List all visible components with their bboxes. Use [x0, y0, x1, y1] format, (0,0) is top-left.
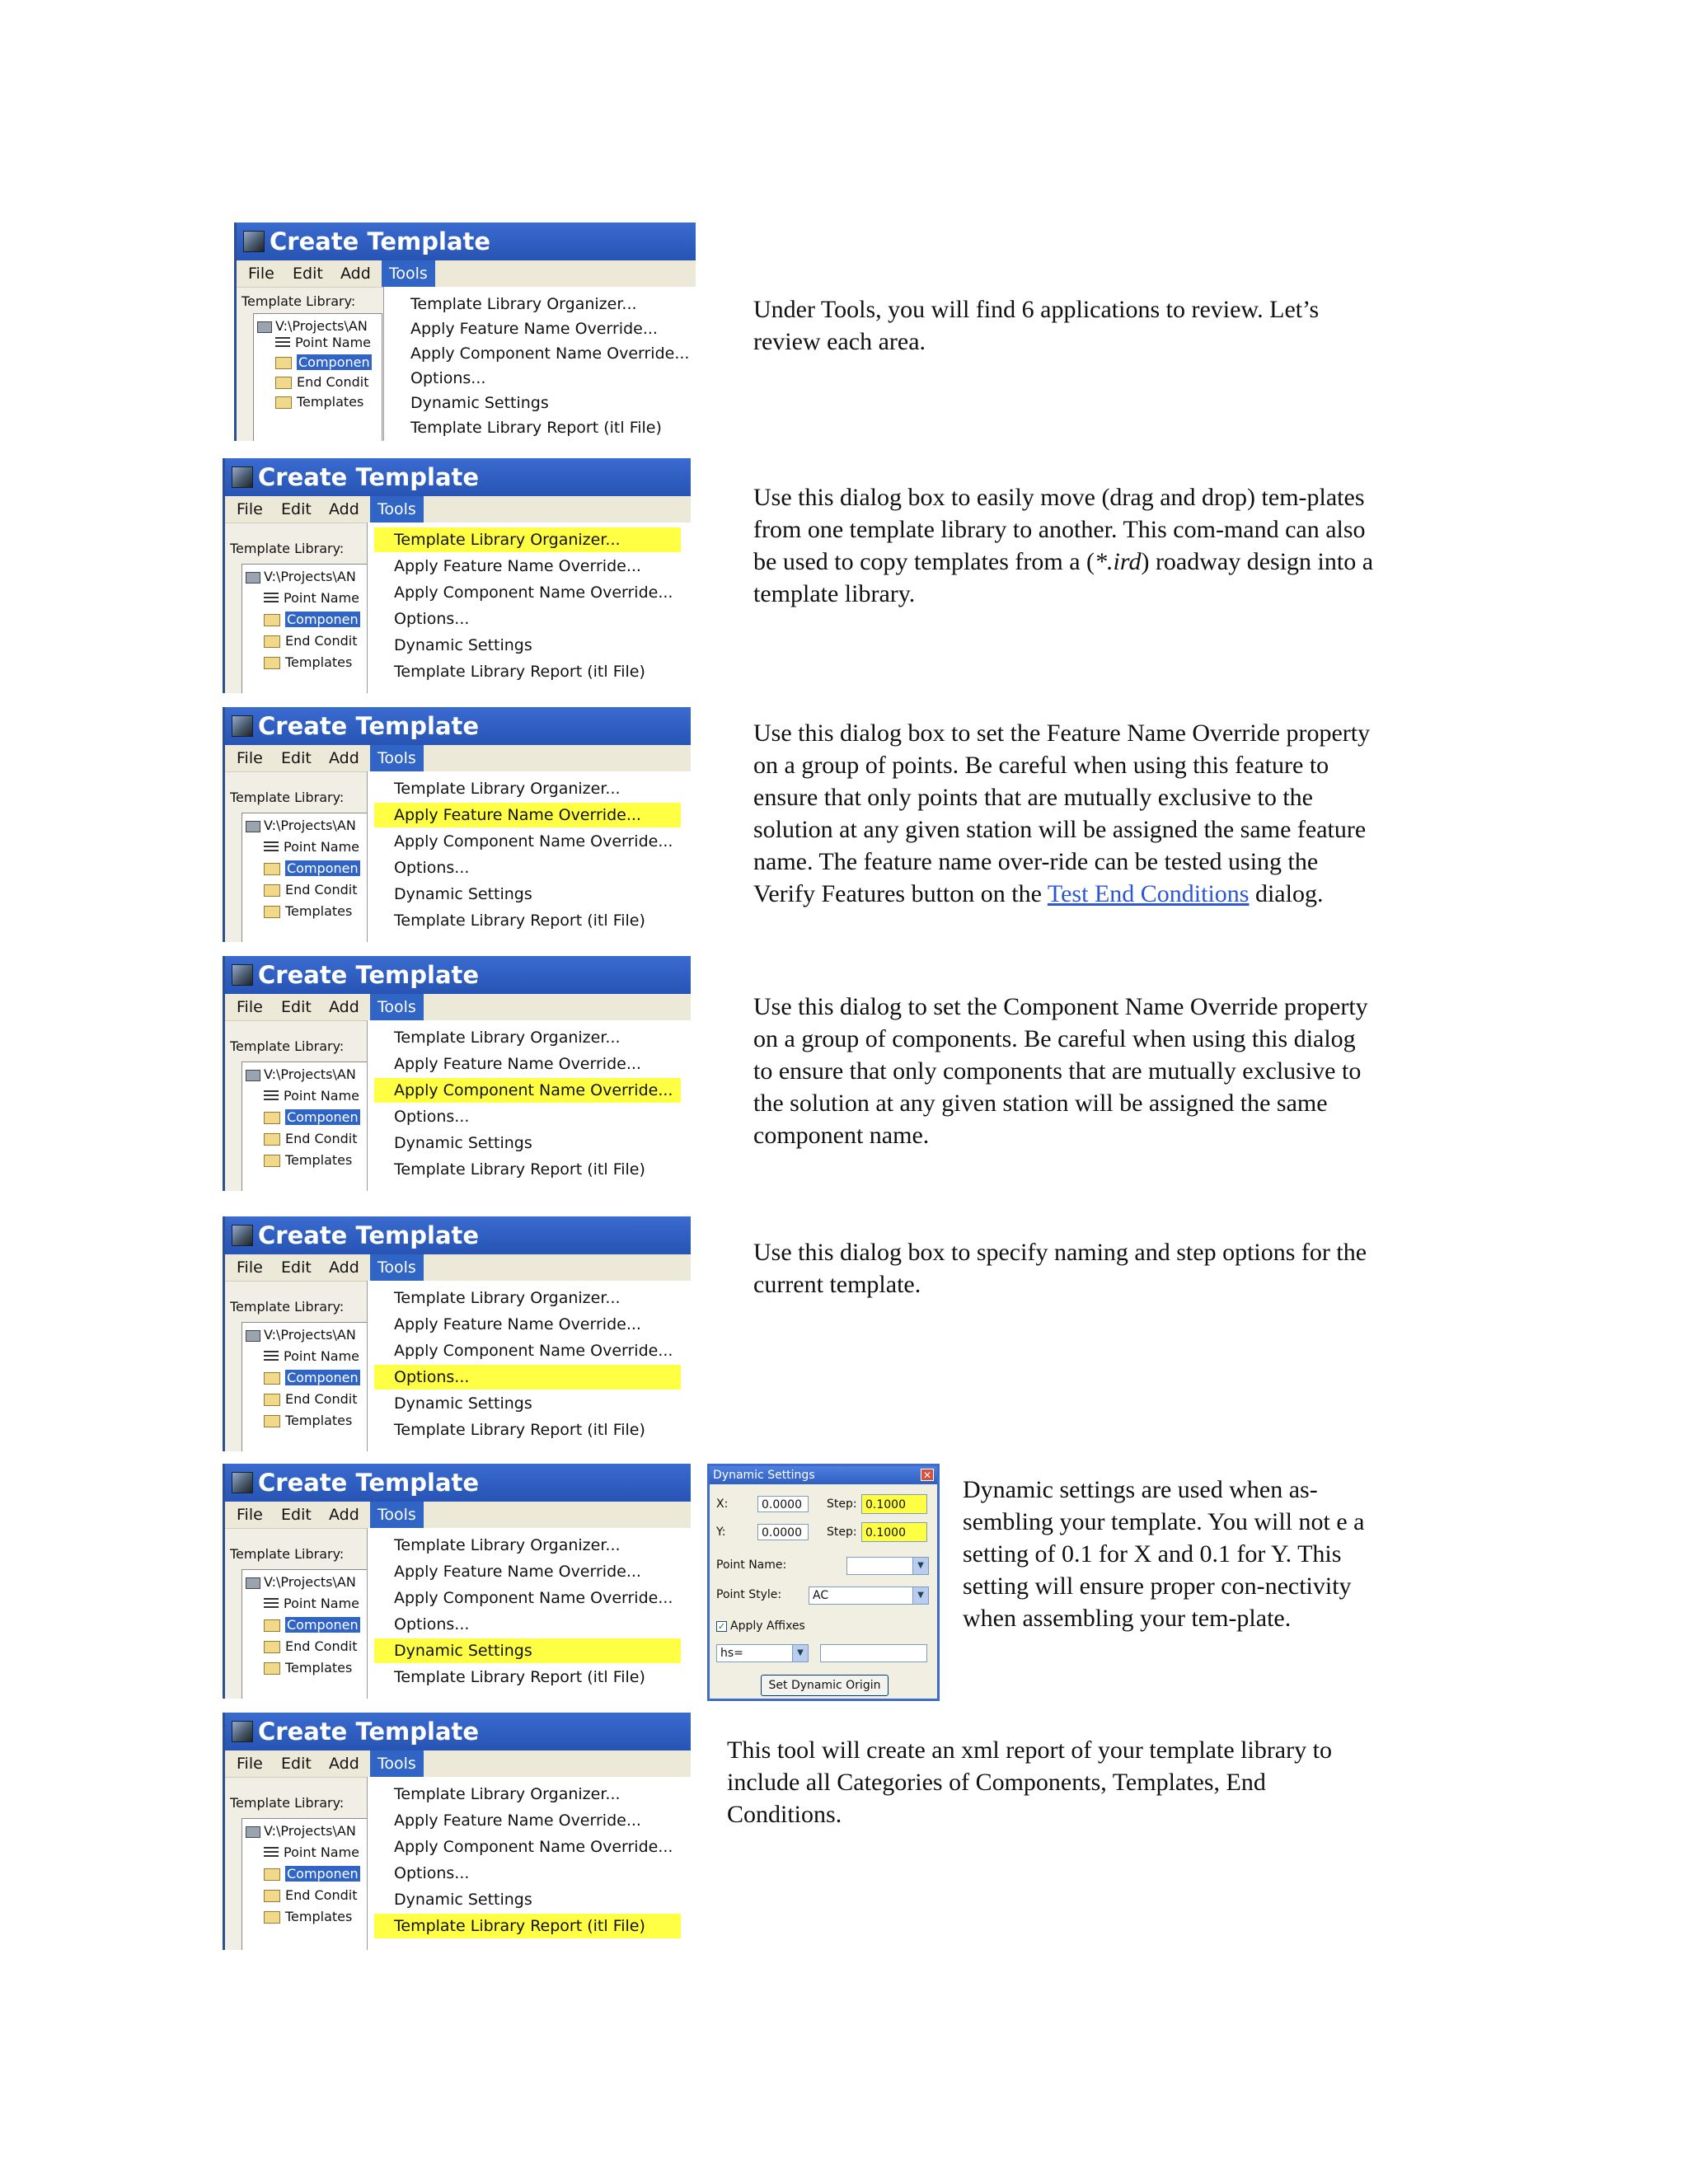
tree-root[interactable]: V:\Projects\AN: [246, 1573, 356, 1591]
tree-point-names[interactable]: Point Name: [264, 1347, 359, 1366]
menu-file[interactable]: File: [237, 1755, 263, 1773]
menu-item-apply-feature-name-override[interactable]: Apply Feature Name Override...: [394, 1811, 641, 1830]
tree-templates[interactable]: Templates: [264, 1659, 352, 1677]
dynamic-settings-dialog: [707, 1464, 940, 1701]
menu-add[interactable]: Add: [329, 1258, 359, 1277]
create-template-window-7: [223, 1713, 691, 1950]
library-tree[interactable]: [241, 1062, 371, 1191]
chevron-down-icon[interactable]: ▼: [912, 1587, 928, 1604]
menu-item-template-library-report[interactable]: Template Library Report (itl File): [394, 1668, 645, 1686]
drive-icon: [246, 572, 260, 583]
menu-item-template-library-organizer[interactable]: Template Library Organizer...: [394, 1785, 621, 1803]
menu-item-options[interactable]: Options...: [394, 1615, 470, 1633]
dialog-title: Dynamic Settings: [713, 1469, 815, 1482]
tree-templates[interactable]: Templates: [264, 1908, 352, 1926]
window-title: Create Template: [270, 227, 491, 255]
tree-end-conditions[interactable]: End Condit: [264, 1638, 357, 1656]
chevron-down-icon[interactable]: ▼: [792, 1645, 808, 1661]
library-tree[interactable]: [241, 564, 371, 693]
template-library-label: Template Library:: [230, 1546, 345, 1562]
tree-components[interactable]: Componen: [264, 611, 360, 629]
menu-item-dynamic-settings[interactable]: Dynamic Settings: [394, 885, 532, 903]
template-library-label: Template Library:: [230, 541, 345, 556]
menu-tools[interactable]: Tools: [370, 1254, 424, 1281]
panel-3-text: Use this dialog box to set the Feature Name Override property on a group of points. Be careful when using this feature to ensure that only points that are mutually exclusive to the solution at any given station will be assigned the same feature name. The feature name over-ride can be tested using the Verify Features button on the Test End Conditions dialog.: [753, 719, 1371, 907]
menu-bar: [225, 745, 691, 772]
menu-item-template-library-organizer[interactable]: Template Library Organizer...: [394, 1536, 621, 1554]
tools-menu: [367, 1777, 691, 1950]
point-name-dropdown[interactable]: [846, 1557, 929, 1575]
menu-item-apply-component-name-override[interactable]: Apply Component Name Override...: [410, 344, 690, 363]
tree-components[interactable]: Componen: [264, 860, 360, 878]
tree-point-names[interactable]: Point Name: [264, 1844, 359, 1862]
ird-extension: *.ird: [1095, 548, 1142, 575]
app-icon: [232, 1472, 253, 1493]
menu-item-template-library-organizer[interactable]: Template Library Organizer...: [394, 1029, 621, 1047]
points-icon: [275, 337, 290, 349]
y-label: Y:: [716, 1526, 726, 1539]
dialog-title-bar: [710, 1466, 937, 1484]
menu-item-apply-component-name-override[interactable]: Apply Component Name Override...: [394, 1838, 673, 1856]
menu-edit[interactable]: Edit: [293, 265, 323, 283]
tree-components[interactable]: Componen: [264, 1108, 360, 1127]
tree-end-conditions[interactable]: End Condit: [275, 373, 368, 391]
window-title: Create Template: [258, 1718, 480, 1746]
tree-end-conditions[interactable]: End Condit: [264, 632, 357, 650]
tools-menu: [367, 1281, 691, 1451]
menu-item-dynamic-settings[interactable]: Dynamic Settings: [394, 1891, 532, 1909]
template-library-label: Template Library:: [241, 293, 356, 309]
drive-icon: [246, 1826, 260, 1838]
y-step-field[interactable]: 0.1000: [861, 1522, 927, 1542]
menu-item-options[interactable]: Options...: [410, 369, 486, 387]
menu-item-template-library-report[interactable]: Template Library Report (itl File): [394, 1160, 645, 1179]
menu-item-apply-feature-name-override[interactable]: Apply Feature Name Override...: [410, 320, 658, 338]
window-title: Create Template: [258, 961, 480, 989]
menu-file[interactable]: File: [248, 265, 274, 283]
folder-icon: [264, 863, 280, 875]
menu-add[interactable]: Add: [329, 500, 359, 518]
menu-item-apply-feature-name-override[interactable]: Apply Feature Name Override...: [394, 1563, 641, 1581]
tree-point-names[interactable]: Point Name: [275, 334, 371, 352]
tree-components[interactable]: Componen: [275, 354, 372, 372]
tree-end-conditions[interactable]: End Condit: [264, 1886, 357, 1905]
folder-icon: [275, 357, 292, 369]
drive-icon: [257, 321, 272, 333]
folder-icon: [264, 1641, 280, 1653]
menu-item-template-library-report[interactable]: Template Library Report (itl File): [394, 912, 645, 930]
close-icon[interactable]: ✕: [921, 1469, 934, 1481]
folder-icon: [275, 396, 292, 409]
menu-bar: [225, 1502, 691, 1529]
folder-icon: [264, 1372, 280, 1385]
title-bar: [225, 458, 691, 496]
tools-menu: [383, 287, 696, 441]
menu-edit[interactable]: Edit: [281, 1506, 312, 1524]
mode-dropdown[interactable]: hs= ▼: [716, 1644, 809, 1662]
menu-item-dynamic-settings[interactable]: Dynamic Settings: [394, 1134, 532, 1152]
menu-file[interactable]: File: [237, 1258, 263, 1277]
folder-icon: [264, 906, 280, 918]
title-bar: [225, 1464, 691, 1502]
drive-icon: [246, 1330, 260, 1342]
menu-item-template-library-organizer[interactable]: Template Library Organizer...: [410, 295, 637, 313]
set-dynamic-origin-button[interactable]: Set Dynamic Origin: [761, 1675, 889, 1696]
folder-icon: [264, 1868, 280, 1881]
menu-item-apply-feature-name-override[interactable]: Apply Feature Name Override...: [394, 557, 641, 575]
folder-icon: [264, 635, 280, 648]
tree-components[interactable]: Componen: [264, 1616, 360, 1634]
menu-item-template-library-report[interactable]: Template Library Report (itl File): [394, 663, 645, 681]
app-icon: [232, 1721, 253, 1742]
menu-item-apply-component-name-override[interactable]: Apply Component Name Override...: [374, 1078, 681, 1103]
tree-templates[interactable]: Templates: [264, 1151, 352, 1169]
x-step-label: Step:: [827, 1497, 857, 1511]
tools-menu: [367, 771, 691, 942]
tree-components[interactable]: Componen: [264, 1369, 360, 1387]
title-bar: [237, 223, 696, 260]
chevron-down-icon[interactable]: ▼: [912, 1558, 928, 1574]
menu-tools[interactable]: Tools: [370, 1750, 424, 1777]
menu-item-template-library-report[interactable]: Template Library Report (itl File): [394, 1421, 645, 1439]
app-icon: [232, 964, 253, 986]
folder-icon: [264, 1619, 280, 1632]
menu-item-dynamic-settings[interactable]: Dynamic Settings: [410, 394, 549, 412]
tree-components[interactable]: Componen: [264, 1865, 360, 1883]
tree-point-names[interactable]: Point Name: [264, 1087, 359, 1105]
folder-icon: [264, 1112, 280, 1124]
panel-2-text: Use this dialog box to easily move (drag and drop) tem-plates from one template library to another. This com-mand can also be used to copy templates from a (*.ird) roadway design into a template library.: [753, 484, 1374, 607]
create-template-window-1: [234, 223, 696, 441]
create-template-window-4: [223, 956, 691, 1191]
tree-end-conditions[interactable]: End Condit: [264, 1390, 357, 1408]
point-style-label: Point Style:: [716, 1588, 782, 1601]
points-icon: [264, 1351, 279, 1363]
menu-item-options[interactable]: Options...: [374, 1365, 681, 1390]
menu-bar: [225, 1254, 691, 1282]
panel-6-text: Dynamic settings are used when as-sembling your template. You will not e a setting of 0.1 for X and 0.1 for Y. This setting will ensure proper con-nectivity when assembling your tem-plate.: [963, 1476, 1365, 1632]
menu-tools[interactable]: Tools: [370, 994, 424, 1020]
template-library-label: Template Library:: [230, 790, 345, 805]
menu-item-template-library-report[interactable]: Template Library Report (itl File): [374, 1914, 681, 1938]
panel-5-text: Use this dialog box to specify naming and step options for the current template.: [753, 1239, 1367, 1298]
create-template-window-2: [223, 458, 691, 693]
points-icon: [264, 593, 279, 605]
menu-item-apply-feature-name-override[interactable]: Apply Feature Name Override...: [374, 803, 681, 827]
apply-affixes-checkbox[interactable]: ✓ Apply Affixes: [717, 1619, 805, 1633]
tree-root[interactable]: V:\Projects\AN: [246, 568, 356, 586]
panel-1-text: Under Tools, you will find 6 applications to review. Let’s review each area.: [753, 296, 1320, 355]
folder-icon: [264, 1662, 280, 1675]
points-icon: [264, 841, 279, 854]
tree-end-conditions[interactable]: End Condit: [264, 881, 357, 899]
menu-add[interactable]: Add: [329, 1506, 359, 1524]
create-template-window-5: [223, 1216, 691, 1451]
app-icon: [232, 715, 253, 737]
menu-edit[interactable]: Edit: [281, 749, 312, 767]
folder-icon: [264, 1394, 280, 1406]
menu-item-options[interactable]: Options...: [394, 859, 470, 877]
folder-icon: [264, 657, 280, 669]
menu-bar: [225, 1750, 691, 1778]
title-bar: [225, 1713, 691, 1750]
menu-file[interactable]: File: [237, 500, 263, 518]
menu-item-template-library-report[interactable]: Template Library Report (itl File): [410, 419, 662, 437]
menu-tools[interactable]: Tools: [370, 1502, 424, 1528]
point-style-dropdown[interactable]: AC ▼: [809, 1586, 929, 1605]
x-step-field[interactable]: 0.1000: [861, 1494, 927, 1514]
folder-icon: [264, 1133, 280, 1146]
test-end-conditions-link[interactable]: Test End Conditions: [1047, 880, 1250, 907]
drive-icon: [246, 821, 260, 832]
tree-point-names[interactable]: Point Name: [264, 838, 359, 856]
menu-edit[interactable]: Edit: [281, 1755, 312, 1773]
y-step-label: Step:: [827, 1526, 857, 1539]
tree-point-names[interactable]: Point Name: [264, 1595, 359, 1613]
window-title: Create Template: [258, 463, 480, 491]
tree-root[interactable]: V:\Projects\AN: [246, 1326, 356, 1344]
panel-4-text: Use this dialog to set the Component Name Override property on a group of components. Be careful when using this dialog to ensure that only components that are mutually exclusive to the solution at any given station will be assigned the same component name.: [753, 993, 1368, 1149]
library-tree[interactable]: [241, 1818, 371, 1950]
menu-item-apply-component-name-override[interactable]: Apply Component Name Override...: [394, 1589, 673, 1607]
menu-add[interactable]: Add: [329, 1755, 359, 1773]
points-icon: [264, 1090, 279, 1103]
menu-bar: [237, 260, 696, 288]
menu-edit[interactable]: Edit: [281, 998, 312, 1016]
menu-item-apply-component-name-override[interactable]: Apply Component Name Override...: [394, 1342, 673, 1360]
app-icon: [232, 466, 253, 488]
menu-item-dynamic-settings[interactable]: Dynamic Settings: [374, 1638, 681, 1663]
point-name-label: Point Name:: [716, 1558, 787, 1572]
menu-bar: [225, 496, 691, 523]
points-icon: [264, 1847, 279, 1859]
folder-icon: [264, 614, 280, 626]
x-label: X:: [716, 1497, 729, 1511]
menu-bar: [225, 994, 691, 1021]
tree-templates[interactable]: Templates: [264, 1412, 352, 1430]
title-bar: [225, 956, 691, 994]
menu-item-apply-feature-name-override[interactable]: Apply Feature Name Override...: [394, 1315, 641, 1333]
check-icon[interactable]: ✓: [717, 1620, 726, 1632]
points-icon: [264, 1598, 279, 1610]
menu-add[interactable]: Add: [329, 749, 359, 767]
menu-file[interactable]: File: [237, 998, 263, 1016]
menu-item-template-library-organizer[interactable]: Template Library Organizer...: [394, 780, 621, 798]
drive-icon: [246, 1070, 260, 1081]
x-value-field[interactable]: 0.0000: [757, 1496, 809, 1512]
template-library-label: Template Library:: [230, 1795, 345, 1811]
menu-file[interactable]: File: [237, 749, 263, 767]
menu-tools[interactable]: Tools: [382, 260, 435, 287]
menu-item-options[interactable]: Options...: [394, 610, 470, 628]
menu-tools[interactable]: Tools: [370, 496, 424, 523]
y-value-field[interactable]: 0.0000: [757, 1524, 809, 1540]
menu-item-dynamic-settings[interactable]: Dynamic Settings: [394, 1394, 532, 1413]
menu-item-apply-component-name-override[interactable]: Apply Component Name Override...: [394, 583, 673, 602]
mode-input[interactable]: [820, 1644, 927, 1662]
tools-menu: [367, 523, 691, 693]
menu-add[interactable]: Add: [340, 265, 371, 283]
library-tree[interactable]: [253, 313, 382, 441]
folder-icon: [264, 1415, 280, 1427]
window-title: Create Template: [258, 1221, 480, 1249]
menu-item-template-library-organizer[interactable]: Template Library Organizer...: [374, 527, 681, 552]
library-tree[interactable]: [241, 1569, 371, 1699]
tools-menu: [367, 1020, 691, 1191]
template-library-label: Template Library:: [230, 1299, 345, 1315]
title-bar: [225, 1216, 691, 1254]
library-tree[interactable]: [241, 813, 371, 942]
window-title: Create Template: [258, 1469, 480, 1497]
tree-end-conditions[interactable]: End Condit: [264, 1130, 357, 1148]
tree-templates[interactable]: Templates: [275, 393, 363, 411]
menu-item-apply-feature-name-override[interactable]: Apply Feature Name Override...: [394, 1055, 641, 1073]
panel-7-text: This tool will create an xml report of your template library to include all Categories of Components, Templates, End Conditions.: [727, 1736, 1332, 1828]
menu-item-dynamic-settings[interactable]: Dynamic Settings: [394, 636, 532, 654]
drive-icon: [246, 1577, 260, 1589]
menu-item-options[interactable]: Options...: [394, 1864, 470, 1882]
app-icon: [243, 231, 265, 252]
tree-templates[interactable]: Templates: [264, 902, 352, 921]
template-library-label: Template Library:: [230, 1038, 345, 1054]
menu-item-apply-component-name-override[interactable]: Apply Component Name Override...: [394, 832, 673, 851]
menu-file[interactable]: File: [237, 1506, 263, 1524]
title-bar: [225, 707, 691, 745]
app-icon: [232, 1225, 253, 1246]
tree-root[interactable]: V:\Projects\AN: [246, 1822, 356, 1840]
menu-item-template-library-organizer[interactable]: Template Library Organizer...: [394, 1289, 621, 1307]
menu-edit[interactable]: Edit: [281, 1258, 312, 1277]
tree-root[interactable]: V:\Projects\AN: [246, 817, 356, 835]
folder-icon: [264, 884, 280, 897]
create-template-window-3: [223, 707, 691, 942]
folder-icon: [264, 1155, 280, 1167]
tree-root[interactable]: V:\Projects\AN: [257, 317, 368, 335]
tools-menu: [367, 1528, 691, 1699]
menu-tools[interactable]: Tools: [370, 745, 424, 771]
folder-icon: [275, 377, 292, 389]
window-title: Create Template: [258, 712, 480, 740]
menu-item-options[interactable]: Options...: [394, 1108, 470, 1126]
folder-icon: [264, 1890, 280, 1902]
library-tree[interactable]: [241, 1322, 371, 1451]
create-template-window-6: [223, 1464, 691, 1699]
tree-point-names[interactable]: Point Name: [264, 589, 359, 607]
menu-add[interactable]: Add: [329, 998, 359, 1016]
menu-edit[interactable]: Edit: [281, 500, 312, 518]
tree-templates[interactable]: Templates: [264, 654, 352, 672]
tree-root[interactable]: V:\Projects\AN: [246, 1066, 356, 1084]
folder-icon: [264, 1911, 280, 1924]
